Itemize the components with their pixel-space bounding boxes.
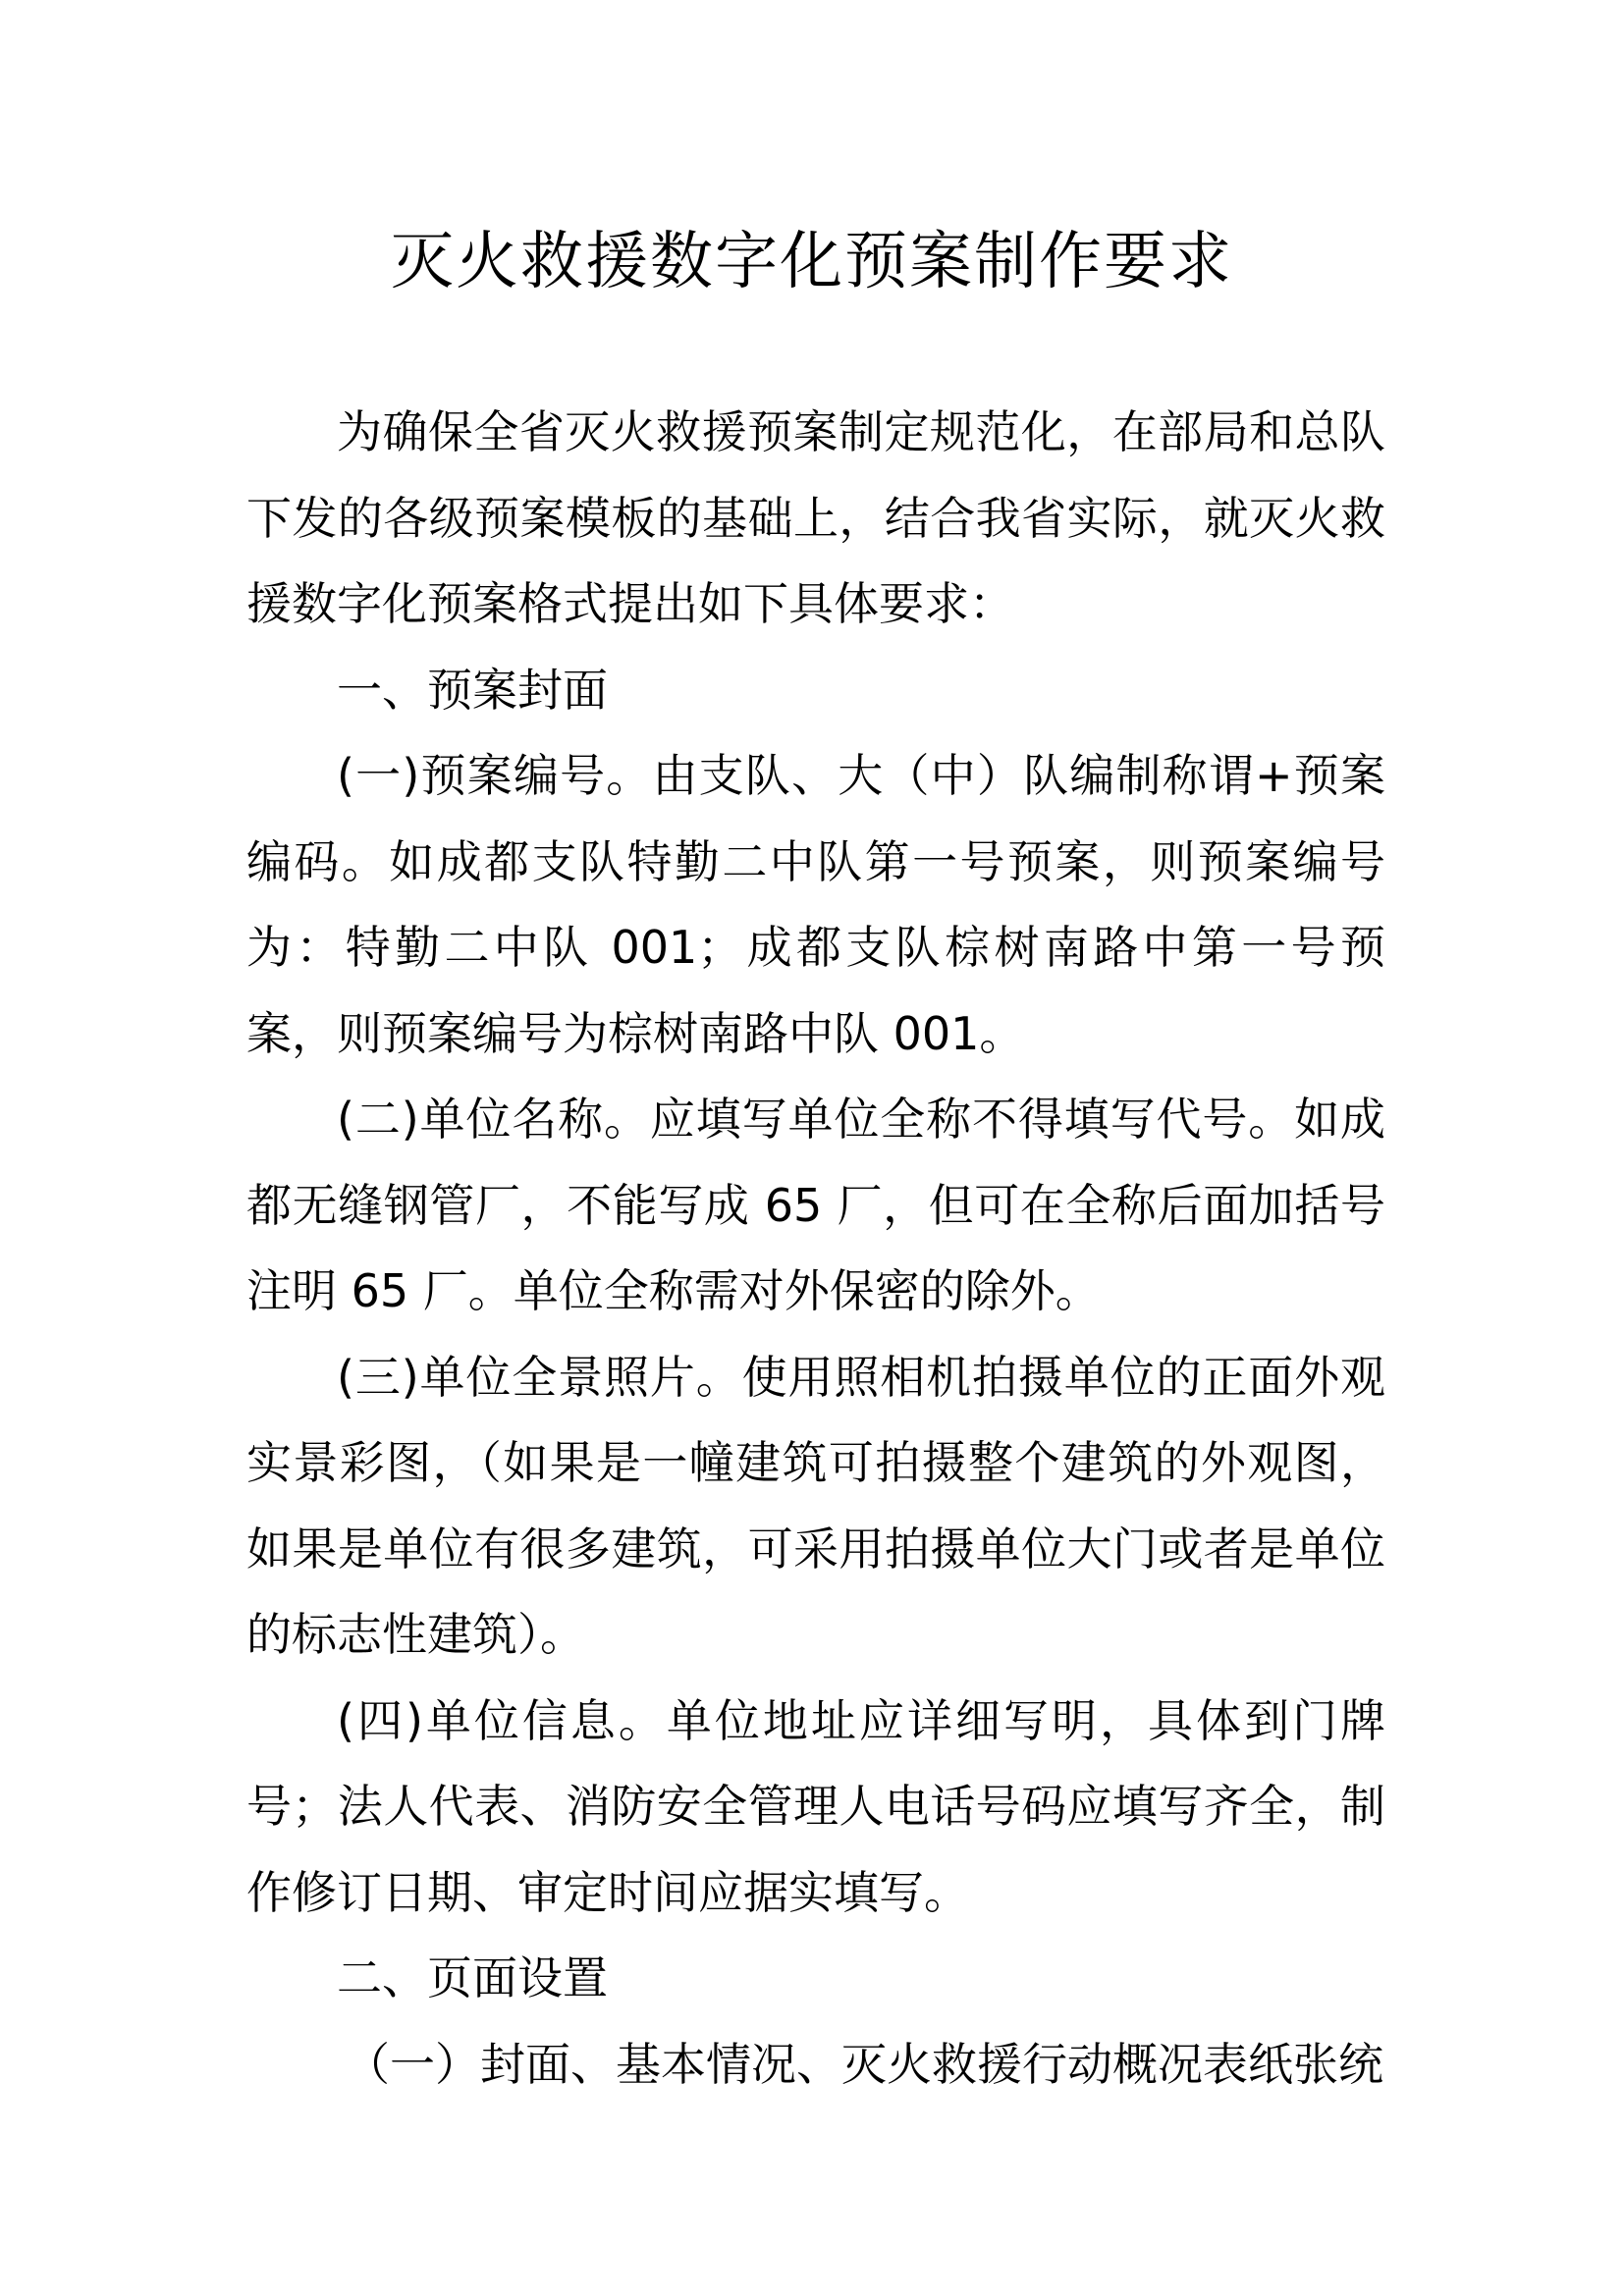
item-unit-name: (二)单位名称。应填写单位全称不得填写代号。如成都无缝钢管厂，不能写成 65 厂，但可在全称后面加括号注明 65 厂。单位全称需对外保密的除外。: [246, 1093, 1385, 1317]
item-plan-number: (一)预案编号。由支队、大（中）队编制称谓+预案编码。如成都支队特勤二中队第一号预案，则预案编号为：特勤二中队 001；成都支队棕树南路中第一号预案，则预案编号为棕树南路中队 001。: [246, 749, 1385, 1060]
intro-paragraph: 为确保全省灭火救援预案制定规范化，在部局和总队下发的各级预案模板的基础上，结合我省实际，就灭火救援数字化预案格式提出如下具体要求：: [246, 405, 1385, 630]
page-title: 灭火救援数字化预案制作要求: [391, 226, 1233, 298]
section-heading-page-setup: 二、页面设置: [337, 1951, 608, 2004]
item-unit-info: (四)单位信息。单位地址应详细写明，具体到门牌号；法人代表、消防安全管理人电话号码应填写齐全，制作修订日期、审定时间应据实填写。: [246, 1693, 1385, 1919]
item-paper-setup: （一）封面、基本情况、灭火救援行动概况表纸张统: [345, 2037, 1383, 2091]
section-heading-cover: 一、预案封面: [337, 663, 608, 717]
item-unit-photo: (三)单位全景照片。使用照相机拍摄单位的正面外观实景彩图，（如果是一幢建筑可拍摄整个建筑的外观图，如果是单位有很多建筑，可采用拍摄单位大门或者是单位的标志性建筑）。: [246, 1350, 1385, 1661]
document-body: [246, 390, 1385, 2108]
